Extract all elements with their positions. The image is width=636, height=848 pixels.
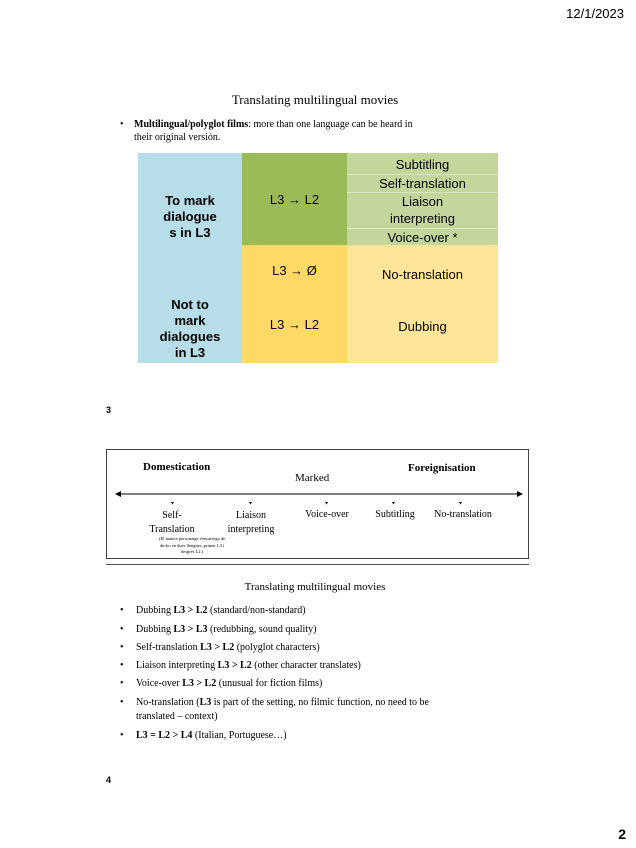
- slide-title: Translating multilingual movies: [231, 92, 399, 107]
- tick-marker-icon: [325, 502, 328, 505]
- tick-marker-icon: [459, 502, 462, 505]
- note-line: dir-ho en dues llengües, primer L3 i: [159, 542, 225, 548]
- intro-bullet: [120, 119, 480, 147]
- not-mark-dialogues-label: [138, 296, 242, 362]
- scale-point-label: No-translation: [434, 509, 492, 520]
- mode-cell: Self-translation: [347, 174, 498, 193]
- mode-cell: No-translation: [382, 266, 463, 282]
- date: 12/1/2023: [566, 6, 624, 21]
- notmark-label-line: in L3: [174, 345, 206, 360]
- bullet-text-line2: their original versión.: [134, 132, 221, 143]
- foreignisation-label: Foreignisation: [408, 462, 476, 474]
- scale-point-label: Self-: [162, 510, 182, 521]
- scale-point: [137, 509, 207, 537]
- scale-point-label: Liaison: [236, 510, 266, 521]
- page-number: 2: [618, 826, 626, 842]
- notmark-label-line: mark: [174, 313, 206, 328]
- translation-mode-table: [138, 153, 498, 363]
- bullet-icon: •: [120, 605, 124, 616]
- notmark-label-line: dialogues: [159, 329, 221, 344]
- note-line: després L2.): [180, 549, 204, 554]
- bullet-icon: •: [120, 730, 124, 741]
- domestication-label: Domestication: [143, 461, 211, 473]
- mark-direction-cell: L3 → L2: [242, 153, 347, 245]
- mark-label-line: s in L3: [169, 225, 211, 240]
- notmark-direction-cell: L3 → Ø: [272, 262, 317, 278]
- notmark-direction-cell: L3 → L2: [269, 316, 320, 332]
- scale-point: [215, 509, 287, 537]
- mode-cell: Liaison interpreting: [389, 194, 456, 226]
- mode-cell: Voice-over *: [347, 228, 498, 246]
- marked-label: Marked: [295, 472, 330, 484]
- bullet-icon: •: [120, 660, 124, 671]
- slide-divider: [106, 564, 529, 565]
- note-line: (El mateix personatge s'encarrega de: [158, 536, 226, 541]
- bullet-icon: •: [120, 697, 124, 708]
- scale-point-label: Voice-over: [305, 509, 349, 520]
- bullet-icon: •: [120, 624, 124, 635]
- scale-point-label: interpreting: [227, 524, 275, 535]
- notmark-label-line: Not to: [171, 297, 209, 312]
- translation-scale: [106, 449, 529, 559]
- slide-number: 4: [106, 775, 112, 785]
- mode-cell: Dubbing: [398, 318, 447, 334]
- bullet-icon: •: [120, 678, 124, 689]
- mark-label-line: To mark: [165, 193, 215, 208]
- mode-cell: Subtitling: [347, 154, 498, 175]
- arrow-left-icon: [115, 491, 121, 497]
- self-translation-note: [137, 536, 247, 556]
- scale-point-label: Translation: [149, 524, 195, 535]
- slide-title: Translating multilingual movies: [244, 581, 386, 593]
- scale-point-label: Subtitling: [375, 509, 415, 520]
- bullet-bold-term: Multilingual/polyglot films: [134, 119, 249, 130]
- list-item-line2: translated – context): [136, 711, 218, 722]
- slide-number: 3: [106, 405, 112, 415]
- bullet-icon: •: [120, 642, 124, 653]
- tick-marker-icon: [392, 502, 395, 505]
- bullet-icon: •: [120, 119, 124, 130]
- scale-arrow: [107, 488, 528, 508]
- mark-label-line: dialogue: [163, 209, 217, 224]
- tick-marker-icon: [249, 502, 252, 505]
- mark-dialogues-label: [138, 189, 242, 245]
- arrow-right-icon: [517, 491, 523, 497]
- tick-marker-icon: [171, 502, 174, 505]
- bullet-text: : more than one language can be heard in: [248, 119, 413, 130]
